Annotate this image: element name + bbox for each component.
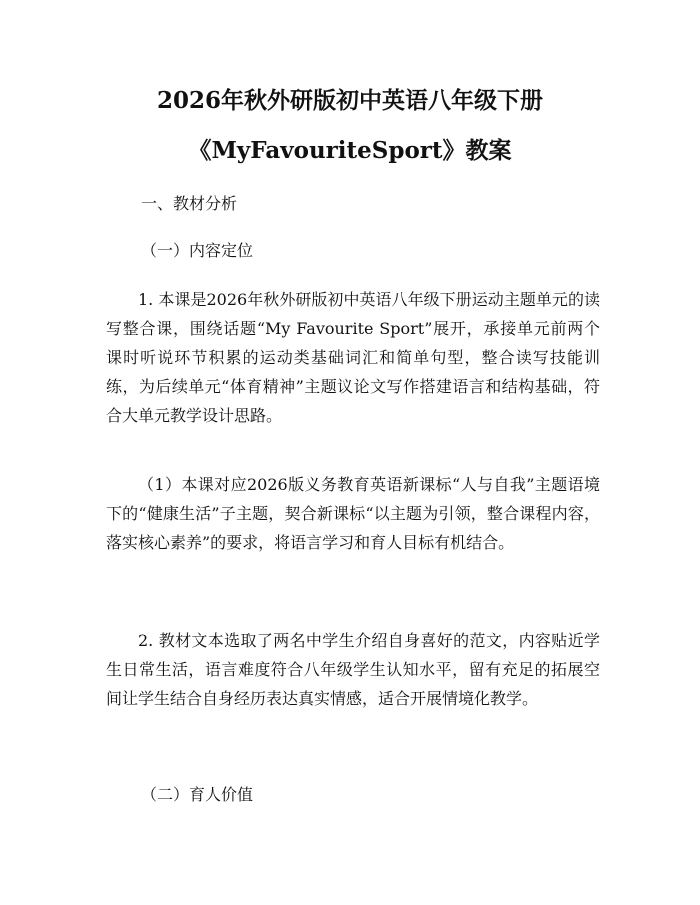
paragraph-lesson-overview: 1. 本课是2026年秋外研版初中英语八年级下册运动主题单元的读写整合课，围绕话题“My Favourite Sport”展开，承接单元前两个课时听说环节积累的运动类基础词汇和简单句型，整合读写技能训练，为后续单元“体育精神”主题议论文写作搭建语言和结构基础，符合大单元教学设计思路。 — [106, 290, 600, 425]
paragraph-curriculum-alignment: （1）本课对应2026版义务教育英语新课标“人与自我”主题语境下的“健康生活”子主题，契合新课标“以主题为引领，整合课程内容，落实核心素养”的要求，将语言学习和育人目标有机结合。 — [106, 475, 600, 552]
document-title-line-1: 2026年秋外研版初中英语八年级下册 — [156, 87, 543, 114]
section-heading-textbook-analysis: 一、教材分析 — [141, 194, 238, 213]
subsection-heading-educational-value: （二）育人价值 — [141, 785, 254, 804]
document-title-line-2: 《MyFavouriteSport》教案 — [188, 137, 512, 164]
paragraph-text-selection: 2. 教材文本选取了两名中学生介绍自身喜好的范文，内容贴近学生日常生活，语言难度符合八年级学生认知水平，留有充足的拓展空间让学生结合自身经历表达真实情感，适合开展情境化教学。 — [106, 631, 600, 708]
subsection-heading-content-positioning: （一）内容定位 — [141, 241, 254, 260]
